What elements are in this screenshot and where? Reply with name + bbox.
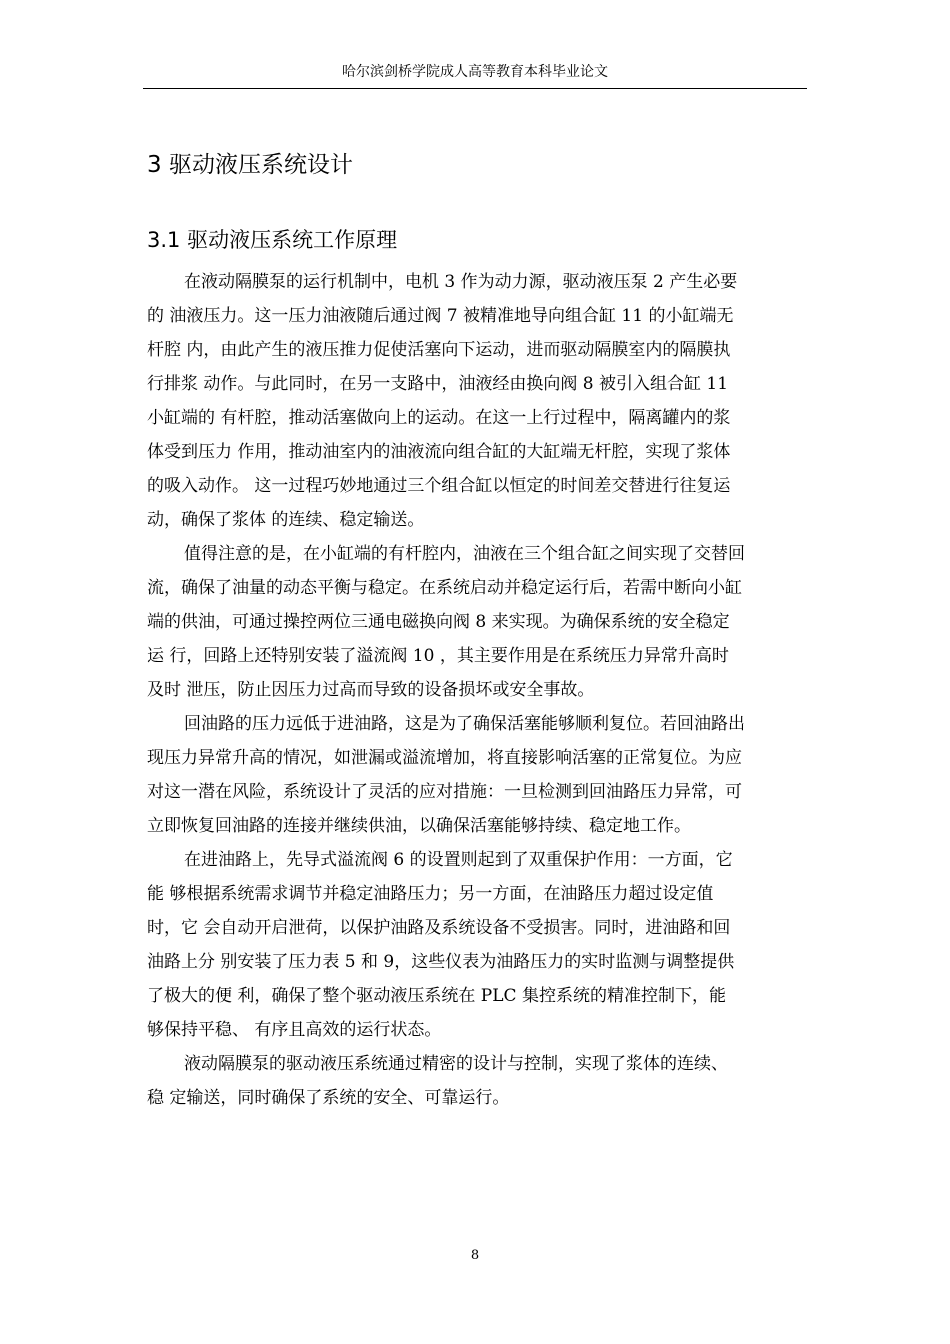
chapter-title: 3 驱动液压系统设计 (147, 152, 353, 178)
text-line: 立即恢复回油路的连接并继续供油，以确保活塞能够持续、稳定地工作。 (147, 816, 691, 836)
text-line: 回油路的压力远低于进油路，这是为了确保活塞能够顺利复位。若回油路出 (184, 714, 745, 734)
text-line: 现压力异常升高的情况，如泄漏或溢流增加，将直接影响活塞的正常复位。为应 (147, 748, 742, 768)
text-line: 对这一潜在风险，系统设计了灵活的应对措施：一旦检测到回油路压力异常，可 (147, 782, 742, 802)
text-line: 稳 定输送，同时确保了系统的安全、可靠运行。 (147, 1088, 510, 1108)
text-line: 体受到压力 作用，推动油室内的油液流向组合缸的大缸端无杆腔，实现了浆体 (147, 442, 731, 462)
text-line: 油路上分 别安装了压力表 5 和 9，这些仪表为油路压力的实时监测与调整提供 (147, 952, 735, 972)
paragraph-2 (147, 537, 817, 707)
text-line: 流，确保了油量的动态平衡与稳定。在系统启动并稳定运行后，若需中断向小缸 (147, 578, 742, 598)
text-line: 及时 泄压，防止因压力过高而导致的设备损坏或安全事故。 (147, 680, 595, 700)
text-line: 小缸端的 有杆腔，推动活塞做向上的运动。在这一上行过程中，隔离罐内的浆 (147, 408, 731, 428)
page-number: 8 (470, 1248, 480, 1263)
page-header: 哈尔滨剑桥学院成人高等教育本科毕业论文 (342, 64, 608, 80)
text-line: 运 行，回路上还特别安装了溢流阀 10 ，其主要作用是在系统压力异常升高时 (147, 646, 729, 666)
text-line: 的吸入动作。 这一过程巧妙地通过三个组合缸以恒定的时间差交替进行往复运 (147, 476, 731, 496)
text-line: 液动隔膜泵的驱动液压系统通过精密的设计与控制，实现了浆体的连续、 (184, 1054, 728, 1074)
text-line: 动，确保了浆体 的连续、稳定输送。 (147, 510, 425, 530)
text-line: 够保持平稳、 有序且高效的运行状态。 (147, 1020, 442, 1040)
text-line: 端的供油，可通过操控两位三通电磁换向阀 8 来实现。为确保系统的安全稳定 (147, 612, 730, 632)
text-line: 能 够根据系统需求调节并稳定油路压力；另一方面，在油路压力超过设定值 (147, 884, 714, 904)
text-line: 行排浆 动作。与此同时，在另一支路中，油液经由换向阀 8 被引入组合缸 11 (147, 374, 729, 394)
paragraph-5 (147, 1047, 817, 1115)
text-line: 在液动隔膜泵的运行机制中，电机 3 作为动力源，驱动液压泵 2 产生必要 (184, 272, 738, 292)
body-text (147, 265, 817, 1115)
text-line: 杆腔 内，由此产生的液压推力促使活塞向下运动，进而驱动隔膜室内的隔膜执 (147, 340, 731, 360)
header-rule (143, 88, 807, 89)
text-line: 在进油路上，先导式溢流阀 6 的设置则起到了双重保护作用：一方面，它 (184, 850, 733, 870)
text-line: 了极大的便 利，确保了整个驱动液压系统在 PLC 集控系统的精准控制下，能 (147, 986, 726, 1006)
paragraph-4 (147, 843, 817, 1047)
text-line: 的 油液压力。这一压力油液随后通过阀 7 被精准地导向组合缸 11 的小缸端无 (147, 306, 734, 326)
text-line: 值得注意的是，在小缸端的有杆腔内，油液在三个组合缸之间实现了交替回 (184, 544, 745, 564)
text-line: 时，它 会自动开启泄荷，以保护油路及系统设备不受损害。同时，进油路和回 (147, 918, 731, 938)
paragraph-3 (147, 707, 817, 843)
section-title: 3.1 驱动液压系统工作原理 (147, 228, 398, 252)
paragraph-1 (147, 265, 817, 537)
